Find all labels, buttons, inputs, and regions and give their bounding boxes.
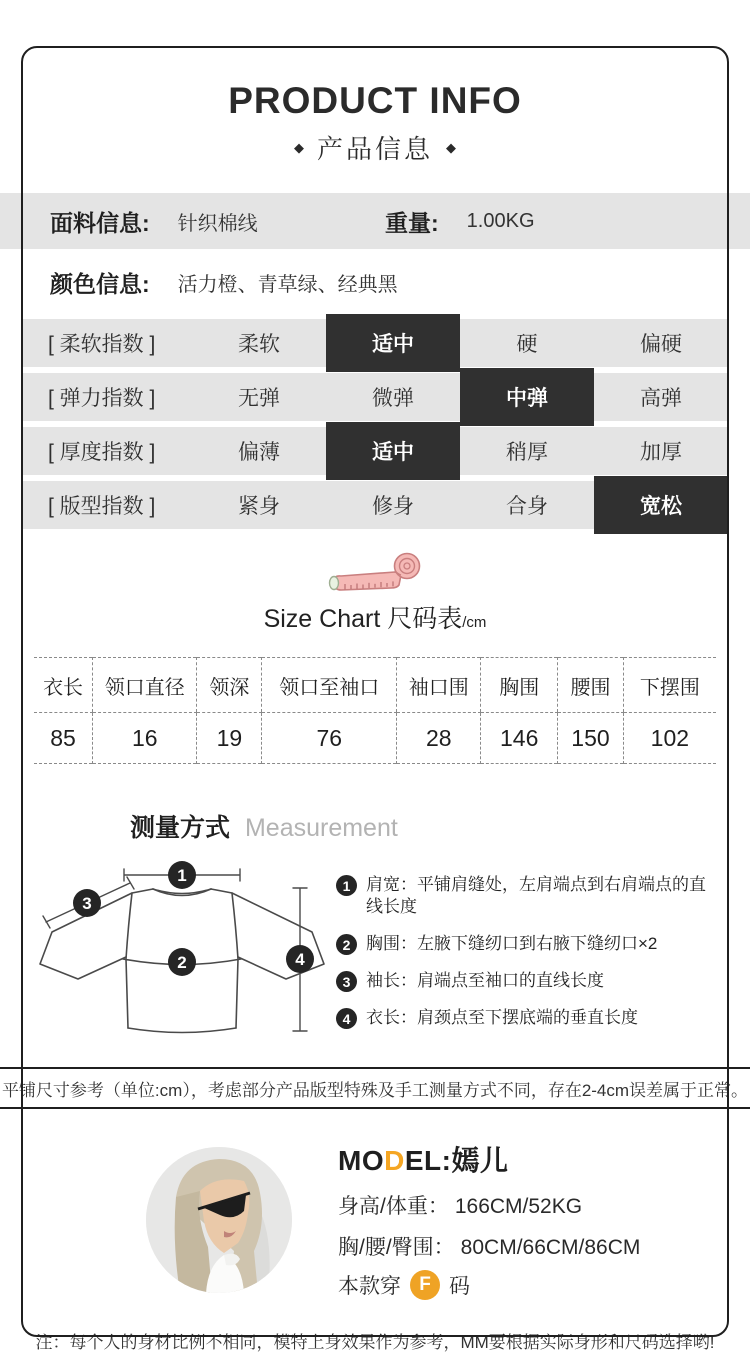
measurement-text: 袖长：肩端点至袖口的直线长度 bbox=[366, 971, 604, 990]
diamond-icon: ◆ bbox=[446, 139, 456, 155]
measurement-text: 肩宽：平铺肩缝处，左肩端点到右肩端点的直线长度 bbox=[366, 875, 706, 916]
fabric-value: 针织棉线 bbox=[177, 212, 258, 235]
option-cell: 偏薄 bbox=[238, 441, 280, 464]
svg-text:1: 1 bbox=[177, 866, 187, 885]
option-cell: 合身 bbox=[506, 495, 548, 518]
model-info bbox=[338, 1139, 640, 1300]
model-height-weight bbox=[338, 1190, 640, 1220]
measurement-text: 胸围：左腋下缝纫口到右腋下缝纫口×2 bbox=[366, 934, 658, 953]
col-header: 领口至袖口 bbox=[262, 658, 397, 713]
page-title: PRODUCT INFO bbox=[228, 80, 522, 121]
option-cell: 加厚 bbox=[640, 441, 682, 464]
size-chart-title-en: Size Chart bbox=[263, 605, 388, 633]
model-name-accent: D bbox=[384, 1145, 405, 1176]
color-value: 活力橙、青草绿、经典黑 bbox=[177, 273, 398, 296]
size-value: 150 bbox=[558, 713, 623, 764]
number-4-icon: 4 bbox=[336, 1008, 357, 1029]
fabric-group bbox=[50, 205, 258, 238]
col-header: 袖口围 bbox=[397, 658, 481, 713]
measurement-item bbox=[336, 1007, 714, 1029]
model-bwh bbox=[338, 1231, 640, 1261]
option-cell: 修身 bbox=[372, 495, 414, 518]
col-header: 衣长 bbox=[34, 658, 93, 713]
model-size-line bbox=[338, 1270, 640, 1300]
tape-measure-icon bbox=[325, 551, 425, 597]
col-header: 领深 bbox=[197, 658, 262, 713]
bwh-label: 胸/腰/臀围： bbox=[338, 1236, 455, 1259]
size-value: 102 bbox=[623, 713, 716, 764]
fabric-info-bar bbox=[0, 193, 750, 249]
model-name-part: MO bbox=[338, 1145, 385, 1176]
page-subtitle bbox=[0, 129, 750, 166]
fit-index-row bbox=[22, 481, 728, 529]
number-3-icon: 3 bbox=[336, 971, 357, 992]
bwh-value: 80CM/66CM/86CM bbox=[460, 1236, 641, 1259]
size-value: 16 bbox=[93, 713, 197, 764]
model-name bbox=[338, 1139, 640, 1179]
size-chart-title-cn: 尺码表 bbox=[387, 605, 463, 633]
option-cell: 适中 bbox=[326, 314, 460, 372]
row-label: [ 弹力指数 ] bbox=[48, 387, 156, 410]
weight-group bbox=[385, 205, 535, 238]
size-value: 19 bbox=[197, 713, 262, 764]
measurement-title bbox=[130, 808, 750, 844]
row-label: [ 柔软指数 ] bbox=[48, 333, 156, 356]
header bbox=[0, 0, 750, 166]
option-cell: 适中 bbox=[326, 422, 460, 480]
measurement-title-cn: 测量方式 bbox=[130, 814, 231, 842]
option-cell: 中弹 bbox=[460, 368, 594, 426]
measurement-item bbox=[336, 933, 714, 955]
size-value: 146 bbox=[481, 713, 558, 764]
index-table bbox=[0, 319, 750, 529]
fabric-label: 面料信息: bbox=[50, 209, 150, 236]
number-1-icon: 1 bbox=[336, 875, 357, 896]
height-weight-label: 身高/体重： bbox=[338, 1195, 449, 1218]
row-label: [ 厚度指数 ] bbox=[48, 441, 156, 464]
option-cell: 硬 bbox=[516, 333, 538, 356]
size-value: 28 bbox=[397, 713, 481, 764]
wears-prefix: 本款穿 bbox=[338, 1275, 401, 1298]
softness-index-row bbox=[22, 319, 728, 367]
size-value: 85 bbox=[50, 724, 76, 751]
option-cell: 紧身 bbox=[238, 495, 280, 518]
model-name-part: EL:嫣儿 bbox=[404, 1145, 509, 1176]
option-cell: 微弹 bbox=[372, 387, 414, 410]
measurement-list bbox=[332, 858, 714, 1053]
svg-text:4: 4 bbox=[295, 950, 305, 969]
diamond-icon: ◆ bbox=[293, 139, 304, 155]
size-chart-unit: /cm bbox=[462, 614, 487, 631]
size-table-value-row bbox=[34, 713, 716, 764]
tolerance-note-band: 平铺尺寸参考（单位:cm），考虑部分产品版型特殊及手工测量方式不同，存在2-4cm误差属于正常。 bbox=[0, 1067, 750, 1109]
measurement-section bbox=[0, 858, 750, 1053]
measurement-text: 衣长：肩颈点至下摆底端的垂直长度 bbox=[366, 1008, 638, 1027]
footer-note: 注：每个人的身材比例不相同，模特上身效果作为参考，MM要根据实际身形和尺码选择哟! bbox=[35, 1333, 715, 1352]
measurement-item bbox=[336, 874, 714, 918]
col-header: 胸围 bbox=[481, 658, 558, 713]
option-cell: 偏硬 bbox=[640, 333, 682, 356]
col-header: 下摆围 bbox=[623, 658, 716, 713]
model-avatar bbox=[146, 1147, 292, 1293]
thickness-index-row bbox=[22, 427, 728, 475]
size-table bbox=[34, 657, 716, 764]
number-2-icon: 2 bbox=[336, 934, 357, 955]
measurement-title-en: Measurement bbox=[244, 814, 398, 842]
elasticity-index-row bbox=[22, 373, 728, 421]
option-cell: 高弹 bbox=[640, 387, 682, 410]
size-chart-header bbox=[0, 551, 750, 635]
option-cell: 柔软 bbox=[238, 333, 280, 356]
option-cell: 无弹 bbox=[238, 387, 280, 410]
size-table-header-row bbox=[34, 658, 716, 713]
size-value: 76 bbox=[262, 713, 397, 764]
option-cell: 稍厚 bbox=[506, 441, 548, 464]
svg-text:2: 2 bbox=[177, 953, 187, 972]
wears-suffix: 码 bbox=[449, 1275, 470, 1298]
option-cell: 宽松 bbox=[594, 476, 728, 534]
svg-text:3: 3 bbox=[82, 894, 92, 913]
model-section bbox=[0, 1139, 750, 1300]
subtitle-text: 产品信息 bbox=[316, 134, 433, 164]
height-weight-value: 166CM/52KG bbox=[454, 1195, 583, 1218]
garment-diagram bbox=[32, 858, 332, 1053]
color-info-bar bbox=[0, 249, 750, 315]
col-header: 领口直径 bbox=[93, 658, 197, 713]
weight-value: 1.00KG bbox=[466, 209, 535, 232]
col-header: 腰围 bbox=[558, 658, 623, 713]
row-label: [ 版型指数 ] bbox=[48, 495, 156, 518]
weight-label: 重量: bbox=[385, 209, 439, 236]
size-f-badge: F bbox=[410, 1270, 440, 1300]
color-label: 颜色信息: bbox=[50, 270, 150, 297]
size-chart-title bbox=[0, 599, 750, 635]
measurement-item bbox=[336, 970, 714, 992]
